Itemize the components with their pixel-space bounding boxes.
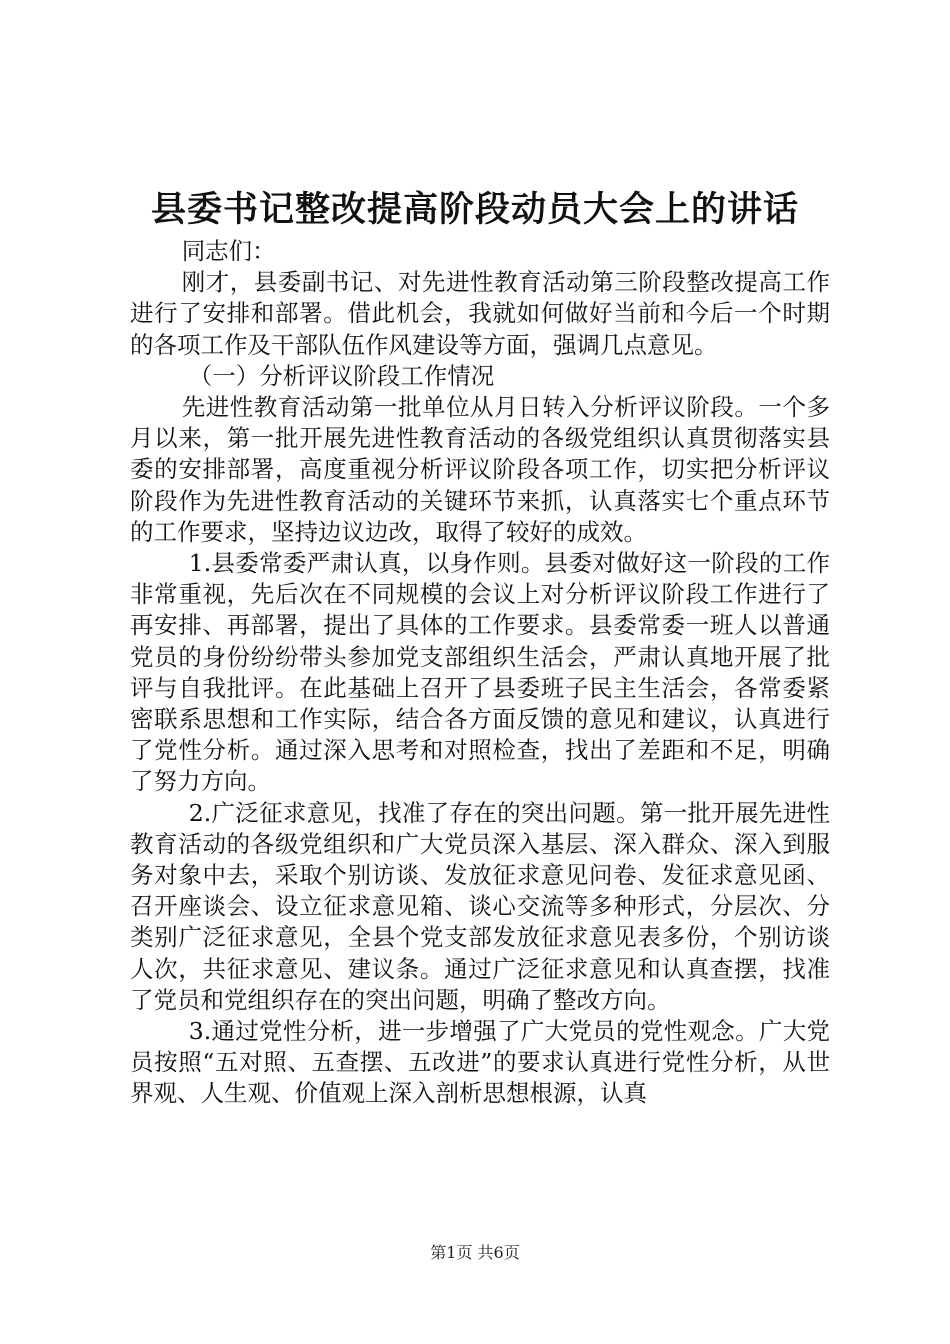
paragraph-point-2: 2.广泛征求意见，找准了存在的突出问题。第一批开展先进性教育活动的各级党组织和广大党员深入基层、深入群众、深入到服务对象中去，采取个别访谈、发放征求意见问卷、发征求意见函、召开座谈会、设立征求意见箱、谈心交流等多种形式，分层次、分类别广泛征求意见，全县个党支部发放征求意见表多份，个别访谈人次，共征求意见、建议条。通过广泛征求意见和认真查摆，找准了党员和党组织存在的突出问题，明确了整改方向。 [130, 798, 830, 1014]
paragraph-overview: 先进性教育活动第一批单位从月日转入分析评议阶段。一个多月以来，第一批开展先进性教育活动的各级党组织认真贯彻落实县委的安排部署，高度重视分析评议阶段各项工作，切实把分析评议阶段作为先进性教育活动的关键环节来抓，认真落实七个重点环节的工作要求，坚持边议边改，取得了较好的成效。 [130, 393, 830, 546]
document-title: 县委书记整改提高阶段动员大会上的讲话 [150, 189, 799, 230]
paragraph-intro: 刚才，县委副书记、对先进性教育活动第三阶段整改提高工作进行了安排和部署。借此机会，我就如何做好当前和今后一个时期的各项工作及干部队伍作风建设等方面，强调几点意见。 [130, 268, 830, 359]
section-heading: （一）分析评议阶段工作情况 [188, 361, 495, 390]
paragraph-point-3: 3.通过党性分析，进一步增强了广大党员的党性观念。广大党员按照“五对照、五查摆、五改进”的要求认真进行党性分析，从世界观、人生观、价值观上深入剖析思想根源，认真 [130, 1017, 830, 1108]
document-body [130, 236, 830, 1110]
page-footer: 第1页 共6页 [430, 1243, 520, 1262]
salutation: 同志们： [181, 237, 276, 265]
paragraph-point-1: 1.县委常委严肃认真，以身作则。县委对做好这一阶段的工作非常重视，先后次在不同规模的会议上对分析评议阶段工作进行了再安排、再部署，提出了具体的工作要求。县委常委一班人以普通党员的身份纷纷带头参加党支部组织生活会，严肃认真地开展了批评与自我批评。在此基础上召开了县委班子民主生活会，各常委紧密联系思想和工作实际，结合各方面反馈的意见和建议，认真进行了党性分析。通过深入思考和对照检查，找出了差距和不足，明确了努力方向。 [130, 549, 830, 796]
